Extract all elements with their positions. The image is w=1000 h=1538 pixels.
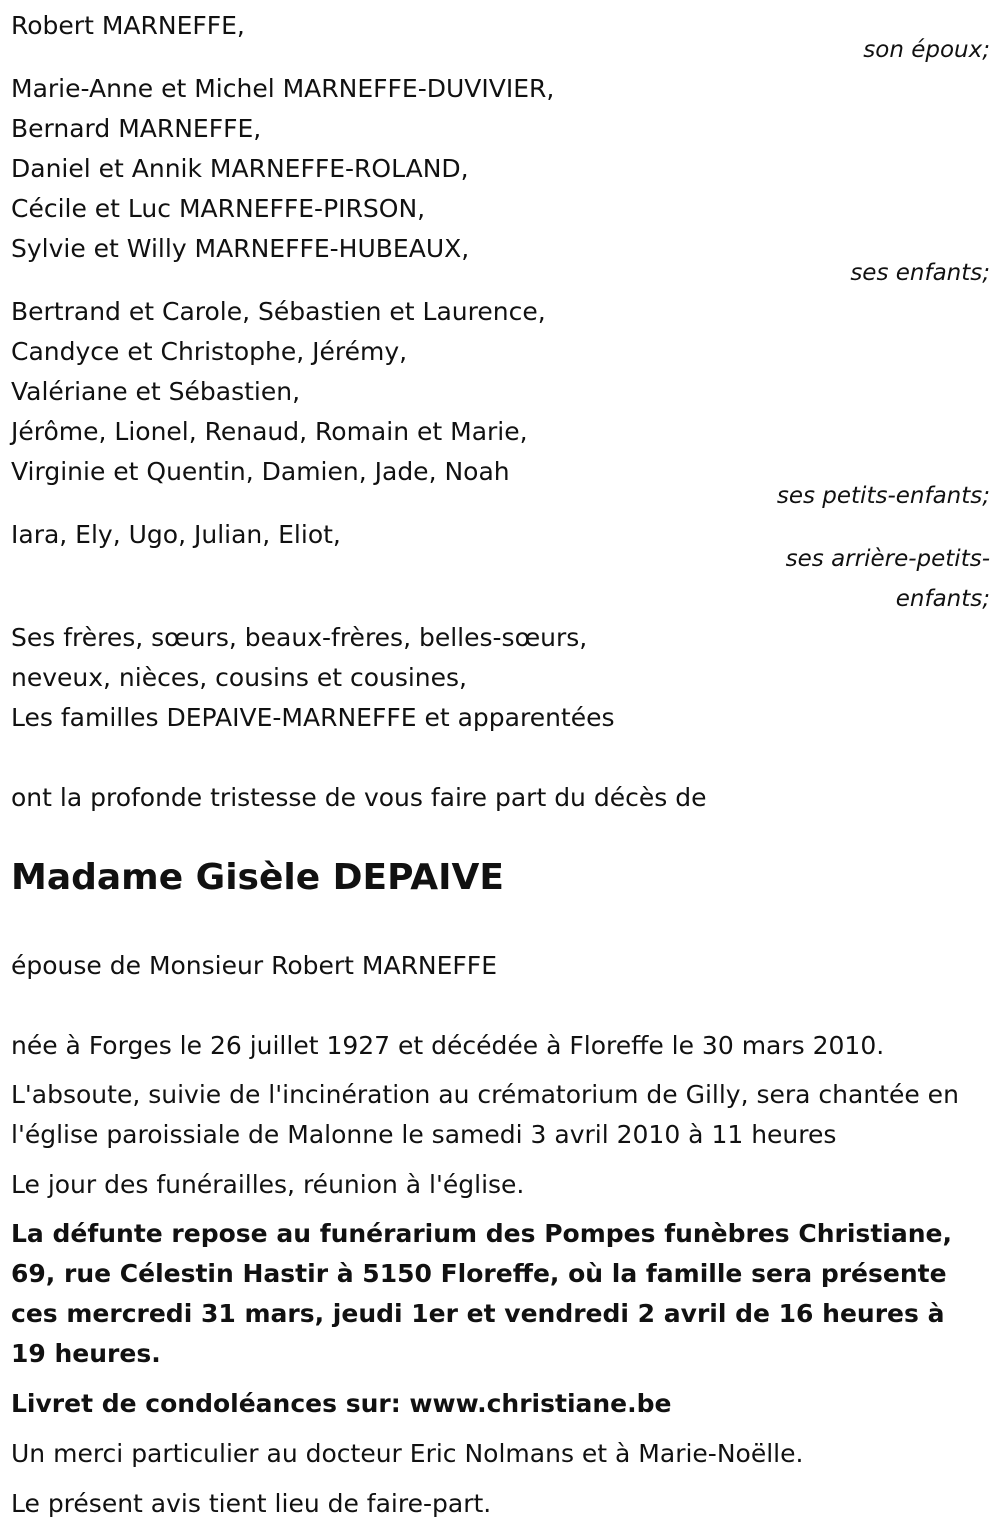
family-line: neveux, nièces, cousins et cousines,	[11, 663, 468, 692]
spouse-name: Robert MARNEFFE,	[11, 11, 245, 40]
notice-text: Le présent avis tient lieu de faire-part.	[11, 1489, 492, 1518]
family-line: Les familles DEPAIVE-MARNEFFE et apparentées	[11, 703, 615, 732]
spouse-role: son époux;	[863, 37, 990, 63]
meeting-text: Le jour des funérailles, réunion à l'église.	[11, 1170, 525, 1199]
condolences-text: Livret de condoléances sur: www.christiane.be	[11, 1389, 672, 1418]
child-name: Sylvie et Willy MARNEFFE-HUBEAUX,	[11, 234, 470, 263]
grandchild-name: Virginie et Quentin, Damien, Jade, Noah	[11, 457, 510, 486]
thanks-text: Un merci particulier au docteur Eric Nolmans et à Marie-Noëlle.	[11, 1439, 804, 1468]
child-name: Bernard MARNEFFE,	[11, 114, 262, 143]
great-grandchild-name: Iara, Ely, Ugo, Julian, Eliot,	[11, 520, 341, 549]
child-name: Marie-Anne et Michel MARNEFFE-DUVIVIER,	[11, 74, 555, 103]
child-name: Cécile et Luc MARNEFFE-PIRSON,	[11, 194, 426, 223]
birth-death-text: née à Forges le 26 juillet 1927 et décédée à Floreffe le 30 mars 2010.	[11, 1031, 885, 1060]
child-name: Daniel et Annik MARNEFFE-ROLAND,	[11, 154, 469, 183]
great-grandchildren-role-line2: enfants;	[895, 586, 990, 612]
grandchild-name: Jérôme, Lionel, Renaud, Romain et Marie,	[11, 417, 528, 446]
grandchild-name: Valériane et Sébastien,	[11, 377, 301, 406]
announcement-text: ont la profonde tristesse de vous faire part du décès de	[11, 783, 707, 812]
grandchild-name: Candyce et Christophe, Jérémy,	[11, 337, 408, 366]
children-role: ses enfants;	[850, 260, 990, 286]
family-line: Ses frères, sœurs, beaux-frères, belles-sœurs,	[11, 623, 588, 652]
great-grandchildren-role-line1: ses arrière-petits-	[785, 546, 990, 572]
grandchild-name: Bertrand et Carole, Sébastien et Laurence,	[11, 297, 546, 326]
deceased-name: Madame Gisèle DEPAIVE	[11, 857, 504, 898]
grandchildren-role: ses petits-enfants;	[776, 483, 990, 509]
visitation-text: La défunte repose au funérarium des Pompes funèbres Christiane, 69, rue Célestin Hastir à 5150 Floreffe, où la famille sera présente ces mercredi 31 mars, jeudi 1er et vendredi 2 avril de 16 heures à 19 heures.	[11, 1219, 952, 1368]
ceremony-text: L'absoute, suivie de l'incinération au crématorium de Gilly, sera chantée en l'église paroissiale de Malonne le samedi 3 avril 2010 à 11 heures	[11, 1080, 959, 1149]
spouse-of-text: épouse de Monsieur Robert MARNEFFE	[11, 951, 497, 980]
